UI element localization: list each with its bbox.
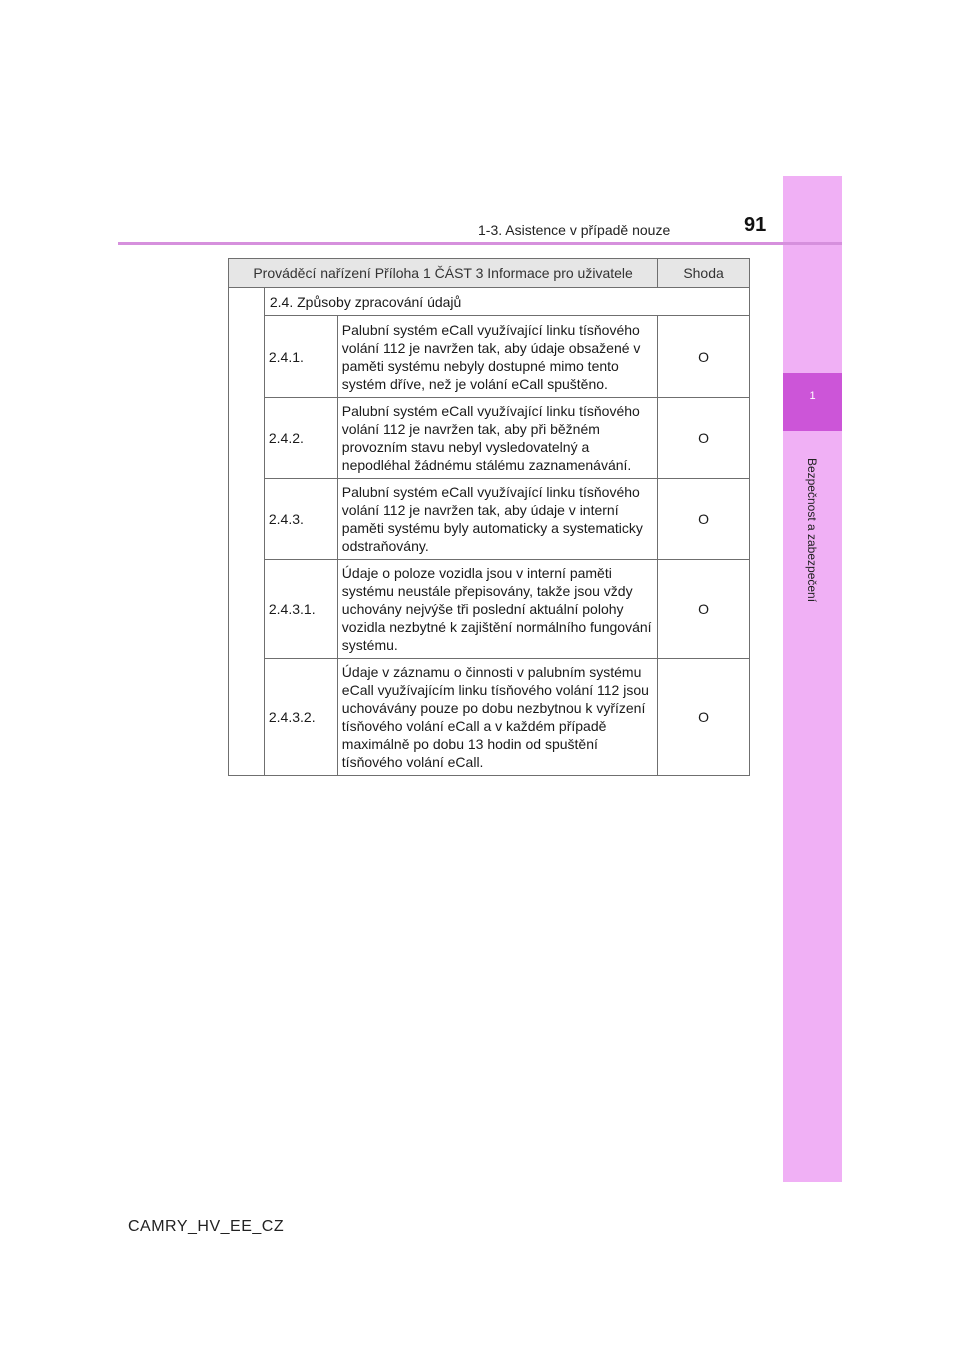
row-text: Palubní systém eCall využívající linku tísňového volání 112 je navržen tak, aby údaje v interní paměti systému byly automaticky a systematicky odstraňovány. <box>337 479 657 560</box>
section-header-title: 1-3. Asistence v případě nouze <box>478 222 671 238</box>
row-text: Údaje v záznamu o činnosti v palubním systému eCall využívajícím linku tísňového volání 112 jsou uchovávány pouze po dobu nezbytnou k vyřízení tísňového volání eCall a v každém případě maximálně po dobu 13 hodin od spuštění tísňového volání eCall. <box>337 659 657 776</box>
table-row <box>229 560 750 659</box>
indent-cell <box>229 288 265 776</box>
header-regulation: Prováděcí nařízení Příloha 1 ČÁST 3 Informace pro uživatele <box>229 259 658 288</box>
row-compliance: O <box>658 659 750 776</box>
row-compliance: O <box>658 316 750 398</box>
table-row <box>229 316 750 398</box>
chapter-side-tab <box>783 176 842 1182</box>
chapter-number: 1 <box>809 390 816 402</box>
row-compliance: O <box>658 560 750 659</box>
section-title: 2.4. Způsoby zpracování údajů <box>264 288 749 316</box>
row-text: Palubní systém eCall využívající linku tísňového volání 112 je navržen tak, aby při běžném provozním stavu nebyl vysledovatelný a nepodléhal žádnému stálému zaznamenávání. <box>337 398 657 479</box>
table-row <box>229 659 750 776</box>
document-code: CAMRY_HV_EE_CZ <box>128 1218 285 1235</box>
table-header-row <box>229 259 750 288</box>
table-row <box>229 479 750 560</box>
row-code: 2.4.1. <box>264 316 337 398</box>
header-compliance: Shoda <box>658 259 750 288</box>
row-code: 2.4.3. <box>264 479 337 560</box>
row-code: 2.4.2. <box>264 398 337 479</box>
row-text: Palubní systém eCall využívající linku tísňového volání 112 je navržen tak, aby údaje obsažené v paměti systému nebyly dostupné mimo tento systém dříve, než je volání eCall spuštěno. <box>337 316 657 398</box>
page-number: 91 <box>744 214 767 236</box>
row-code: 2.4.3.2. <box>264 659 337 776</box>
table-row-section <box>229 288 750 316</box>
row-text: Údaje o poloze vozidla jsou v interní paměti systému neustále přepisovány, takže jsou vždy uchovány nejvýše tři poslední aktuální polohy vozidla nezbytné k zajištění normálního fungování systému. <box>337 560 657 659</box>
row-compliance: O <box>658 398 750 479</box>
row-compliance: O <box>658 479 750 560</box>
table-row <box>229 398 750 479</box>
chapter-tab-active <box>783 373 842 431</box>
header-divider <box>118 242 842 245</box>
row-code: 2.4.3.1. <box>264 560 337 659</box>
chapter-title: Bezpečnost a zabezpečení <box>805 457 819 603</box>
compliance-table <box>228 258 750 776</box>
